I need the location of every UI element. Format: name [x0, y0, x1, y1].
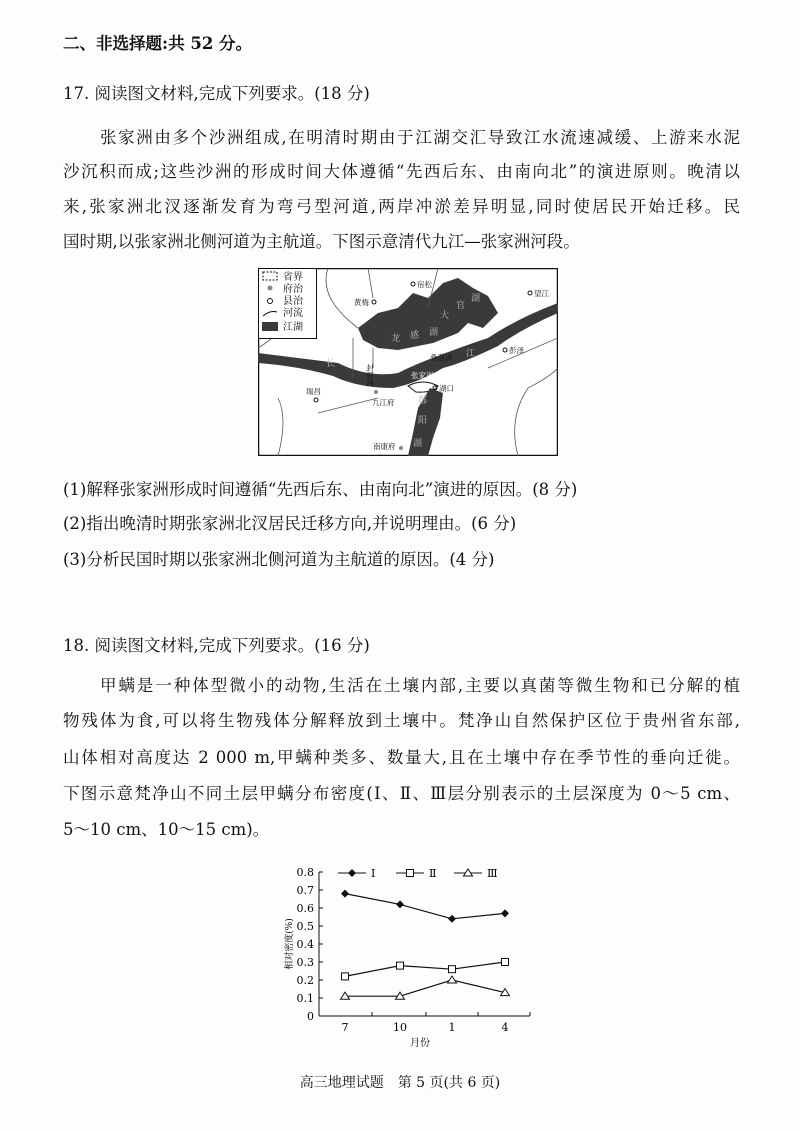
q17-para-line: 沙沉积而成;这些沙洲的形成时间大体遵循“先西后东、由南向北”的演进原则。晚清以	[63, 162, 740, 181]
place-label: 彭泽	[509, 346, 524, 355]
q17-question-2: (2)指出晚清时期张家洲北汊居民迁移方向,并说明理由。(6 分)	[63, 514, 517, 533]
legend-marker	[348, 869, 356, 877]
series-line-2	[345, 962, 505, 976]
legend-label: Ⅱ	[429, 867, 437, 880]
mite-density-chart	[270, 855, 540, 1050]
place-label: 封郭洲	[365, 364, 375, 387]
x-tick-label: 1	[448, 1021, 456, 1034]
water-label: 阳	[418, 416, 428, 426]
data-point-series-1	[341, 890, 349, 898]
q18-para-line: 甲螨是一种体型微小的动物,生活在土壤内部,主要以真菌等微生物和已分解的植	[100, 676, 740, 695]
data-point-series-2	[449, 966, 456, 973]
water-label: 鄱	[418, 396, 428, 406]
q17-question-1: (1)解释张家洲形成时间遵循“先西后东、由南向北”演进的原因。(8 分)	[63, 480, 578, 499]
q18-para-line: 物残体为食,可以将生物残体分解释放到土壤中。梵净山自然保护区位于贵州省东部,	[63, 711, 740, 730]
place-label: 桑落洲	[430, 353, 453, 362]
q17-question-3: (3)分析民国时期以张家洲北侧河道为主航道的原因。(4 分)	[63, 550, 495, 569]
y-tick-label: 0.8	[296, 866, 314, 879]
q17-para-line: 张家洲由多个沙洲组成,在明清时期由于江湖交汇导致江水流速减缓、上游来水泥	[100, 128, 740, 147]
legend-prefecture-icon	[268, 286, 273, 291]
water-label: 大	[440, 311, 450, 321]
legend-lake-icon	[262, 322, 278, 331]
place-label: 瑞昌	[306, 387, 321, 396]
water-label: 官	[456, 301, 466, 311]
y-tick-label: 0.7	[296, 884, 314, 897]
x-tick-label: 10	[393, 1021, 407, 1034]
series-line-1	[345, 894, 505, 919]
water-label: 长	[326, 359, 336, 369]
y-tick-label: 0.1	[296, 992, 314, 1005]
legend-label: 省界	[283, 272, 303, 283]
series-line-3	[345, 980, 505, 996]
legend-marker	[407, 870, 414, 877]
place-label: 南康府	[373, 442, 396, 451]
data-point-series-3	[448, 976, 457, 983]
x-tick-label: 4	[501, 1021, 509, 1034]
y-tick-label: 0.6	[296, 902, 314, 915]
y-axis-label: 相对密度(%)	[285, 918, 295, 970]
water-label: 湖	[471, 294, 481, 304]
legend-label: Ⅰ	[371, 867, 376, 880]
place-label: 望江	[534, 289, 549, 298]
y-tick-label: 0.2	[296, 974, 314, 987]
water-label: 感	[410, 331, 420, 341]
place-label: 湖口	[439, 384, 454, 393]
section-title: 二、非选择题:共 52 分。	[63, 34, 253, 53]
q17-title: 17. 阅读图文材料,完成下列要求。(18 分)	[63, 84, 370, 103]
water-label: 湖	[429, 328, 439, 338]
y-tick-label: 0.5	[296, 920, 314, 933]
legend-label: 府治	[283, 284, 303, 295]
legend-label: 县治	[283, 296, 303, 307]
place-label: 张家洲	[411, 371, 434, 380]
data-point-series-2	[342, 973, 349, 980]
data-point-series-1	[396, 900, 404, 908]
q18-para-line: 5～10 cm、10～15 cm)。	[63, 820, 270, 839]
place-label: 九江府	[372, 398, 395, 407]
place-label: 宿松	[417, 280, 432, 289]
y-tick-label: 0.3	[296, 956, 314, 969]
q17-para-line: 来,张家洲北汊逐渐发育为弯弓型河道,两岸冲淤差异明显,同时使居民开始迁移。民	[63, 197, 740, 216]
map-jiujiang-zhangjiazhou	[258, 268, 558, 456]
water-label: 龙	[391, 334, 401, 344]
q18-para-line: 下图示意梵净山不同土层甲螨分布密度(Ⅰ、Ⅱ、Ⅲ层分别表示的土层深度为 0～5 cm、	[63, 784, 740, 803]
data-point-series-1	[448, 915, 456, 923]
water-label: 湖	[413, 439, 423, 449]
legend-label: 河流	[283, 308, 303, 319]
page-footer: 高三地理试题 第 5 页(共 6 页)	[299, 1075, 501, 1091]
legend-label: Ⅲ	[487, 867, 498, 880]
data-point-series-2	[397, 962, 404, 969]
legend-label: 江湖	[283, 322, 303, 333]
data-point-series-1	[501, 909, 509, 917]
q17-para-line: 国时期,以张家洲北侧河道为主航道。下图示意清代九江—张家洲河段。	[63, 232, 580, 251]
y-tick-label: 0	[307, 1010, 314, 1023]
water-label: 江	[466, 349, 476, 359]
x-tick-label: 7	[341, 1021, 349, 1034]
q18-para-line: 山体相对高度达 2 000 m,甲螨种类多、数量大,且在土壤中存在季节性的垂向迁徙。	[63, 748, 740, 767]
y-tick-label: 0.4	[296, 938, 314, 951]
place-label: 黄梅	[354, 298, 369, 307]
x-axis-label: 月份	[410, 1038, 430, 1049]
data-point-series-2	[502, 959, 509, 966]
q18-title: 18. 阅读图文材料,完成下列要求。(16 分)	[63, 636, 370, 655]
